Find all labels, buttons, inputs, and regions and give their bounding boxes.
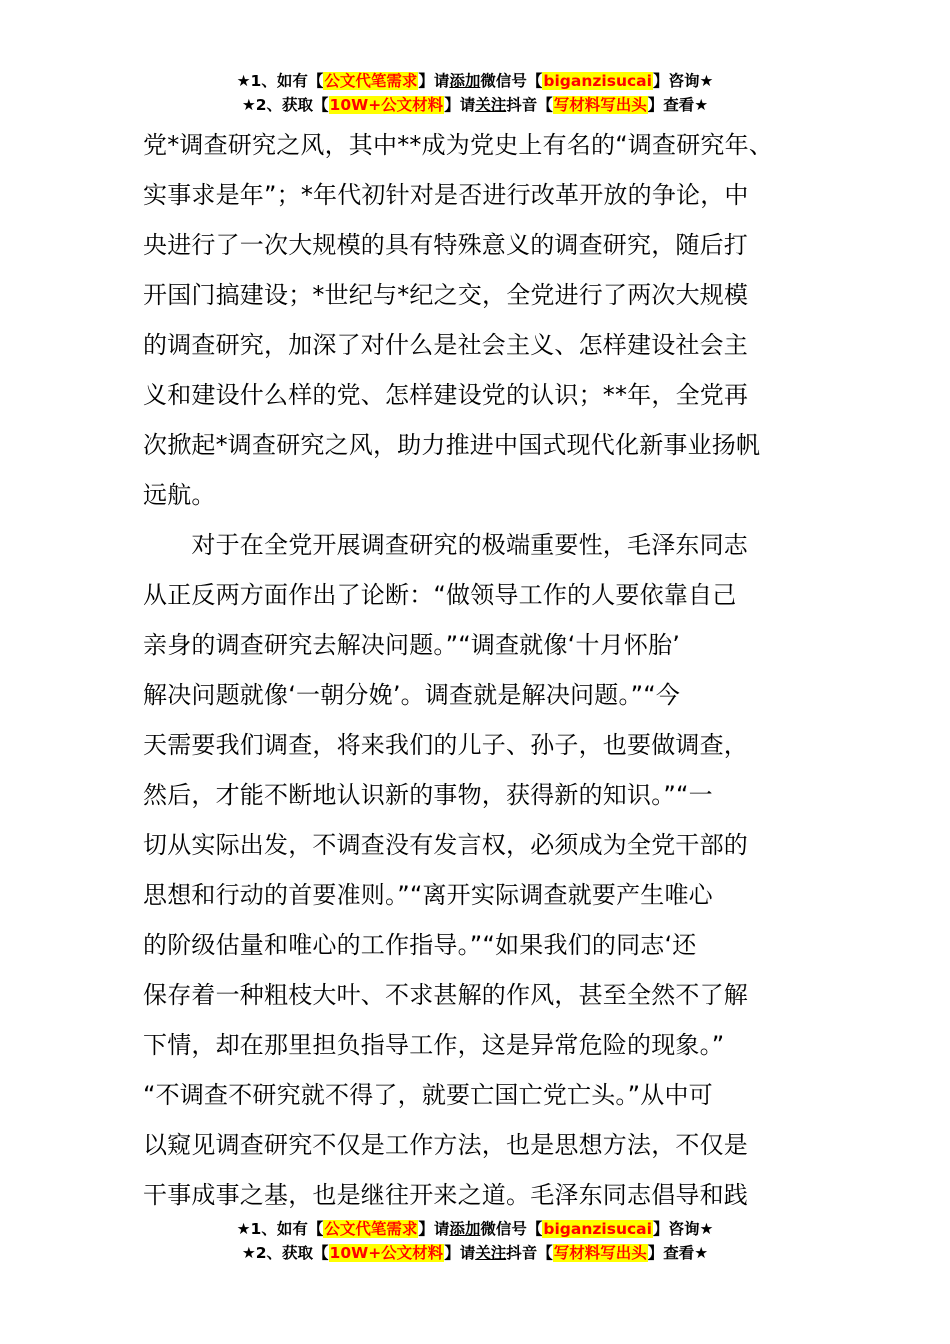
footer-line-1-mid1: 】请: [418, 1220, 450, 1238]
header-line-1: [0, 70, 950, 94]
footer-wechat-id: biganzisucai: [543, 1220, 652, 1238]
text-line: 义和建设什么样的党、怎样建设党的认识；**年，全党再: [143, 381, 749, 409]
text-line: 实事求是年”；*年代初针对是否进行改革开放的争论，中: [143, 181, 749, 209]
header-line-1-underlined: 添加: [449, 72, 481, 90]
footer-line-1: [0, 1218, 950, 1242]
header-line-1-prefix: ★1、如有【: [236, 72, 324, 90]
header-line-2-mid2: 抖音【: [506, 96, 553, 114]
footer-line-1-mid2: 微信号【: [480, 1220, 543, 1238]
footer-line-1-underlined: 添加: [449, 1220, 481, 1238]
text-line: 的调查研究，加深了对什么是社会主义、怎样建设社会主: [143, 331, 748, 359]
text-line: 开国门搞建设；*世纪与*纪之交，全党进行了两次大规模: [143, 281, 749, 309]
text-line: 的阶级估量和唯心的工作指导。”“如果我们的同志‘还: [143, 931, 697, 959]
footer-line-2-mid1: 】请: [444, 1244, 476, 1262]
text-line: 以窥见调查研究不仅是工作方法，也是思想方法，不仅是: [143, 1131, 748, 1159]
text-line: 党*调查研究之风，其中**成为党史上有名的“调查研究年、: [143, 131, 774, 159]
text-line: 然后，才能不断地认识新的事物，获得新的知识。”“一: [143, 781, 713, 809]
text-line: “不调查不研究就不得了，就要亡国亡党亡头。”从中可: [143, 1081, 713, 1109]
header-service-highlight: 公文代笔需求: [324, 72, 418, 90]
text-line: 切从实际出发，不调查没有发言权，必须成为全党干部的: [143, 831, 748, 859]
header-line-1-suffix: 】咨询★: [652, 72, 714, 90]
text-line: 亲身的调查研究去解决问题。”“调查就像‘十月怀胎’: [143, 631, 681, 659]
text-line: 下情，却在那里担负指导工作，这是异常危险的现象。”: [143, 1031, 725, 1059]
footer-line-2-prefix: ★2、获取【: [241, 1244, 329, 1262]
footer-line-1-suffix: 】咨询★: [652, 1220, 714, 1238]
header-douyin-account: 写材料写出头: [553, 96, 647, 114]
text-line: 央进行了一次大规模的具有特殊意义的调查研究，随后打: [143, 231, 748, 259]
header-line-2-suffix: 】查看★: [647, 96, 709, 114]
footer-line-1-prefix: ★1、如有【: [236, 1220, 324, 1238]
footer-service-highlight: 公文代笔需求: [324, 1220, 418, 1238]
header-materials-highlight: 10W+公文材料: [329, 96, 444, 114]
text-line: 干事成事之基，也是继往开来之道。毛泽东同志倡导和践: [143, 1181, 748, 1209]
header-line-2: [0, 94, 950, 118]
text-line: 保存着一种粗枝大叶、不求甚解的作风，甚至全然不了解: [143, 981, 748, 1009]
footer-douyin-account: 写材料写出头: [553, 1244, 647, 1262]
header-line-2-mid1: 】请: [444, 96, 476, 114]
text-line: 天需要我们调查，将来我们的儿子、孙子，也要做调查，: [143, 731, 748, 759]
text-line: 对于在全党开展调查研究的极端重要性，毛泽东同志: [143, 531, 748, 559]
header-line-2-underlined: 关注: [475, 96, 507, 114]
footer-banner: [0, 1218, 950, 1266]
header-wechat-id: biganzisucai: [543, 72, 652, 90]
text-line: 解决问题就像‘一朝分娩’。调查就是解决问题。”“今: [143, 681, 681, 709]
text-line: 从正反两方面作出了论断：“做领导工作的人要依靠自己: [143, 581, 737, 609]
footer-materials-highlight: 10W+公文材料: [329, 1244, 444, 1262]
header-banner: [0, 70, 950, 118]
text-line: 思想和行动的首要准则。”“离开实际调查就要产生唯心: [143, 881, 713, 909]
document-body: [143, 120, 811, 1220]
header-line-2-prefix: ★2、获取【: [241, 96, 329, 114]
footer-line-2-underlined: 关注: [475, 1244, 507, 1262]
text-line: 次掀起*调查研究之风，助力推进中国式现代化新事业扬帆: [143, 431, 761, 459]
header-line-1-mid2: 微信号【: [480, 72, 543, 90]
footer-line-2-mid2: 抖音【: [506, 1244, 553, 1262]
footer-line-2-suffix: 】查看★: [647, 1244, 709, 1262]
header-line-1-mid1: 】请: [418, 72, 450, 90]
footer-line-2: [0, 1242, 950, 1266]
text-line: 远航。: [143, 481, 216, 509]
